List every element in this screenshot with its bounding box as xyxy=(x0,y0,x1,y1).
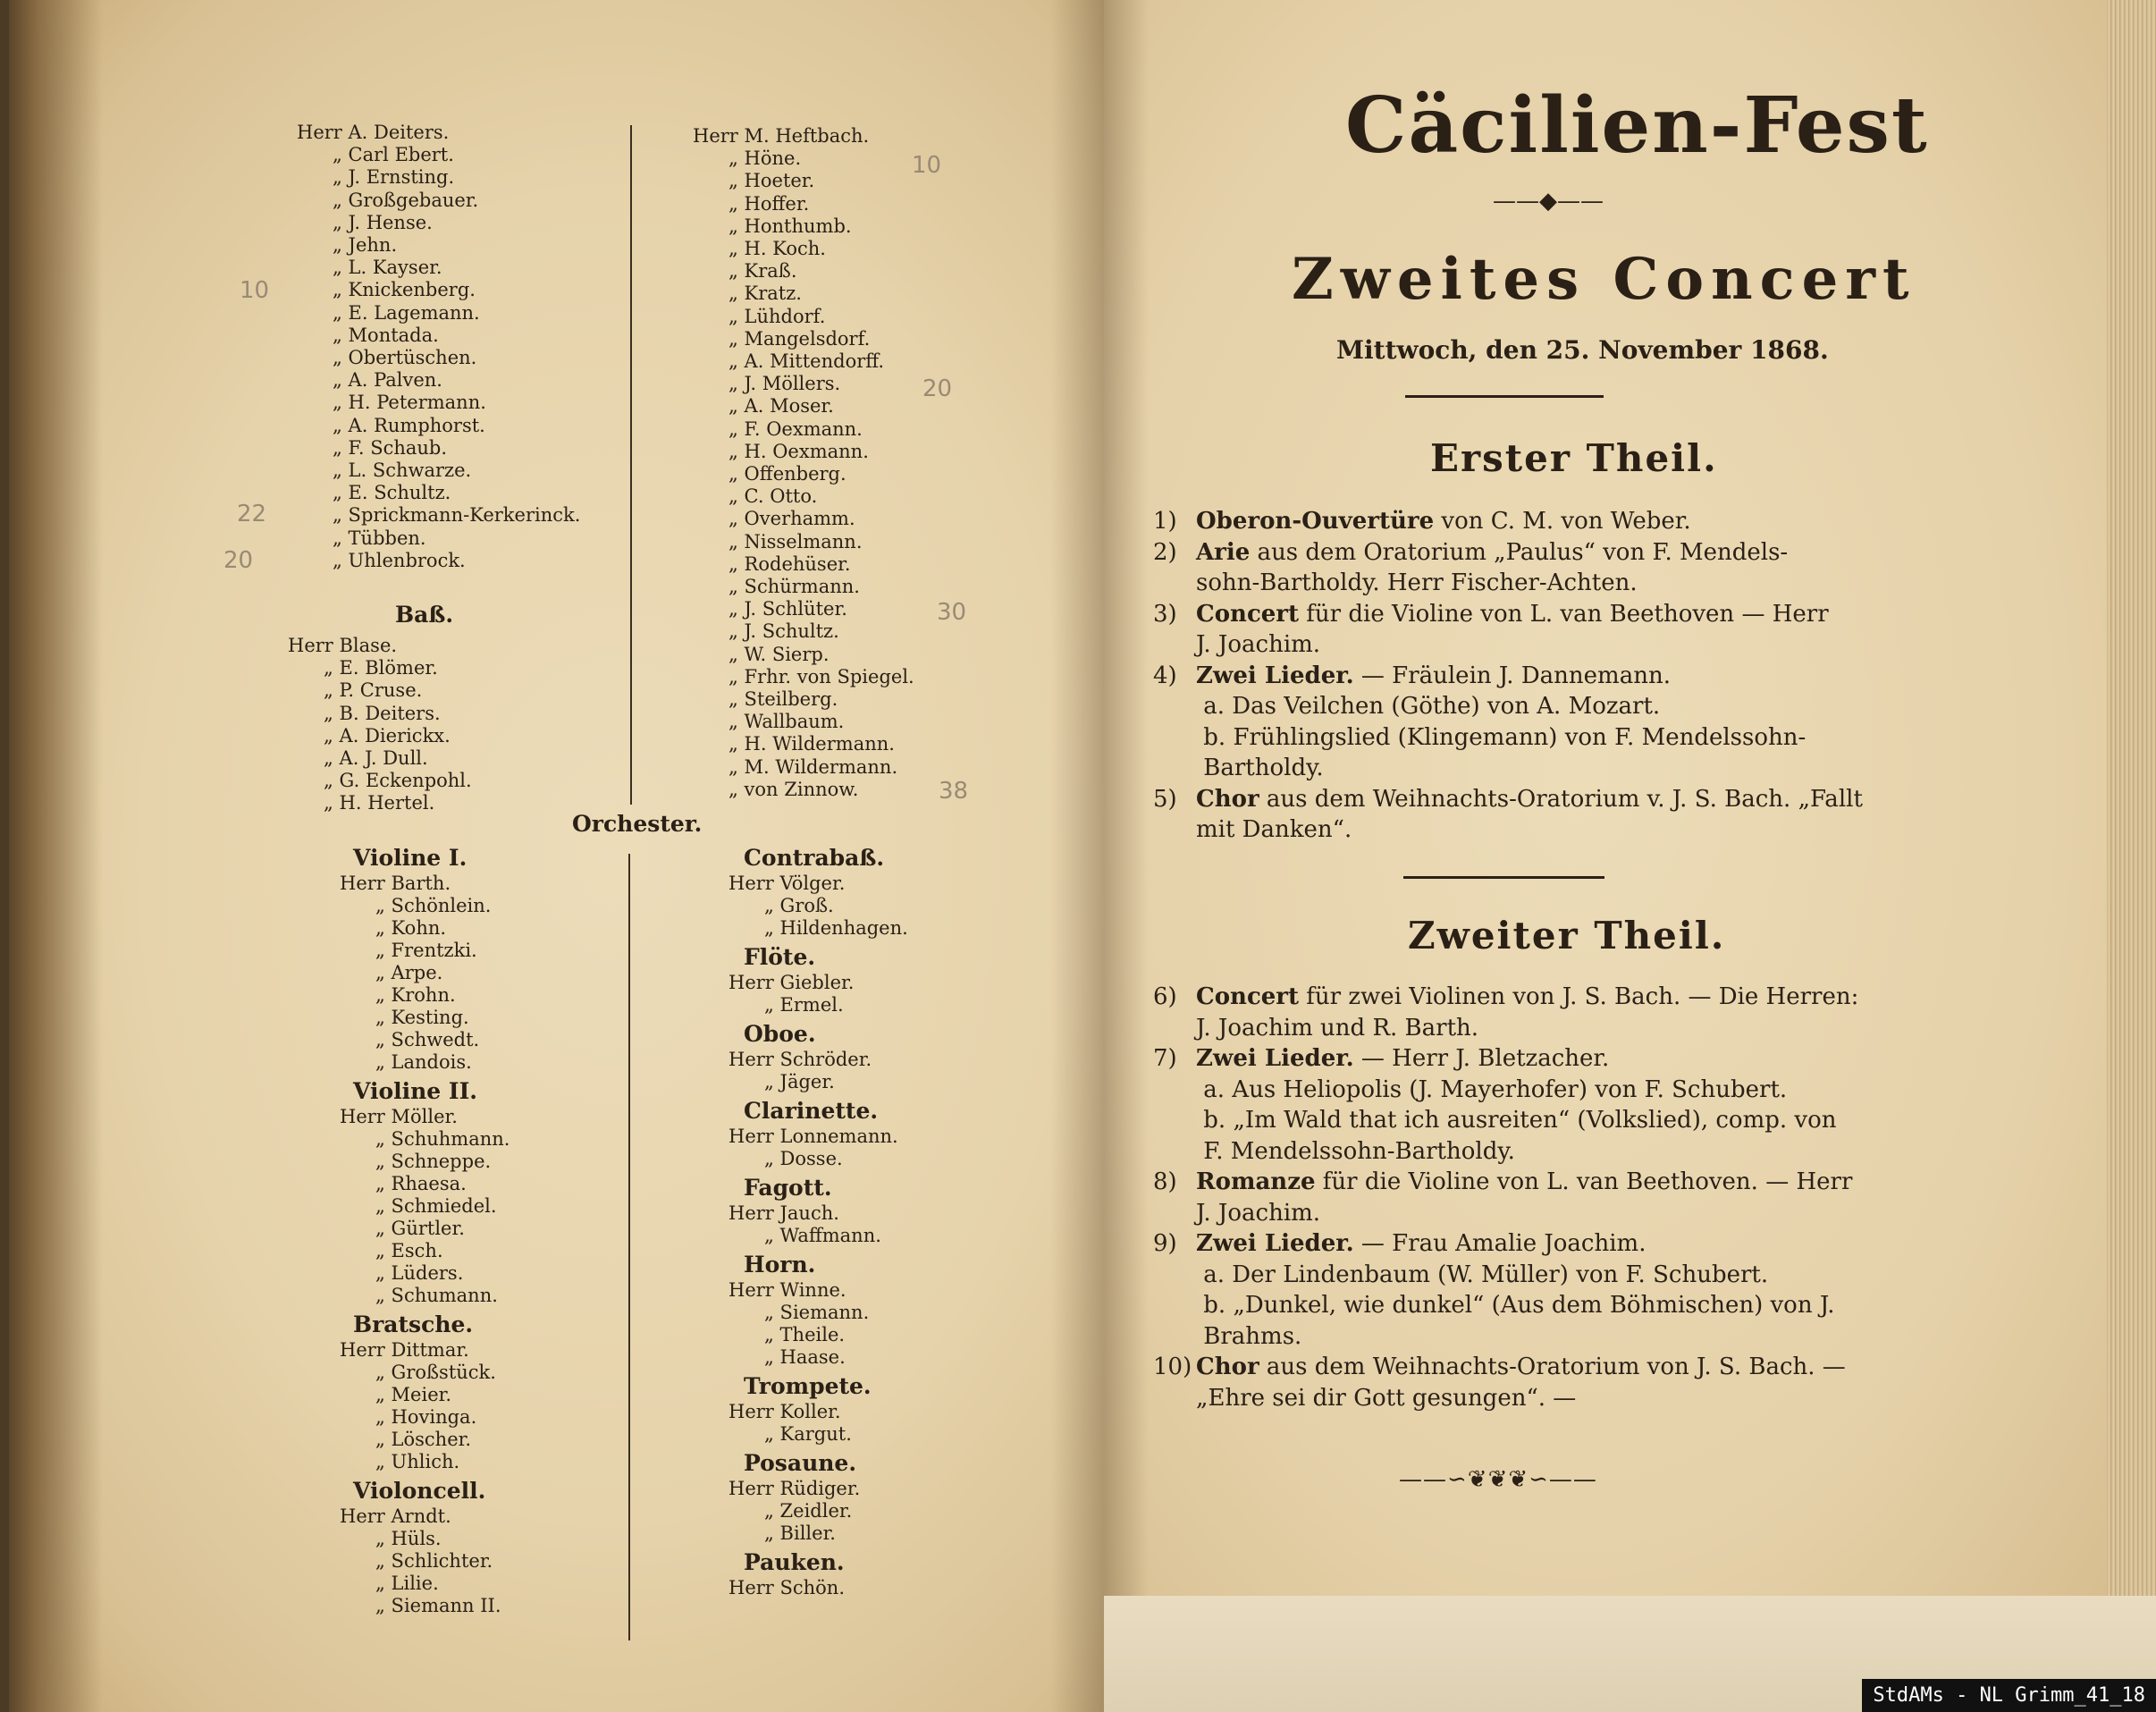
work-details: — Herr J. Bletzacher. xyxy=(1353,1045,1610,1072)
item-number: 7) xyxy=(1153,1045,1177,1072)
column-divider xyxy=(630,125,632,805)
work-title: Zwei Lieder. xyxy=(1196,1045,1354,1072)
member-name: Herr M. Heftbach. xyxy=(693,125,870,147)
section-heading: Posaune. xyxy=(744,1450,857,1476)
work-title: Oberon-Ouvertüre xyxy=(1196,508,1435,535)
member-name: „ Montada. xyxy=(333,324,439,346)
item-number: 1) xyxy=(1153,508,1177,535)
work-details: J. Joachim. xyxy=(1196,631,1321,658)
item-number: 9) xyxy=(1153,1230,1177,1257)
member-name: „ Höne. xyxy=(728,148,802,170)
section-heading: Trompete. xyxy=(744,1373,872,1399)
member-name: „ Großgebauer. xyxy=(333,189,479,211)
member-name: „ Wallbaum. xyxy=(728,711,845,733)
section-heading: Orchester. xyxy=(572,811,703,837)
member-name: „ A. Mittendorff. xyxy=(728,350,885,372)
work-details: für die Violine von L. van Beethoven. — Herr xyxy=(1315,1168,1853,1195)
section-heading: Clarinette. xyxy=(744,1098,879,1124)
member-name: „ Hoffer. xyxy=(728,192,810,215)
part1-heading: Erster Theil. xyxy=(1430,436,1718,480)
program-line xyxy=(1153,983,1858,1010)
member-name: „ Landois. xyxy=(375,1051,472,1073)
program-line xyxy=(1153,662,1671,689)
member-name: „ Hildenhagen. xyxy=(764,917,908,939)
member-name: „ Schumann. xyxy=(375,1285,498,1306)
work-details: F. Mendelssohn-Bartholdy. xyxy=(1196,1137,1515,1165)
member-name: „ F. Oexmann. xyxy=(728,417,863,440)
divider xyxy=(1405,395,1604,398)
work-details: J. Joachim und R. Barth. xyxy=(1196,1014,1479,1042)
member-name: „ Esch. xyxy=(375,1240,443,1261)
pencil-mark: 38 xyxy=(939,778,969,805)
work-details: Brahms. xyxy=(1196,1322,1302,1350)
item-number: 6) xyxy=(1153,983,1177,1010)
member-name: „ Hoeter. xyxy=(728,170,815,192)
section-heading: Pauken. xyxy=(744,1549,845,1575)
concert-date: Mittwoch, den 25. November 1868. xyxy=(1336,335,1829,365)
pencil-mark: 20 xyxy=(223,547,254,574)
archive-label: StdAMs - NL Grimm_41_18 xyxy=(1862,1679,2156,1712)
program-line xyxy=(1153,1385,1576,1412)
column-divider xyxy=(628,854,630,1640)
member-name: „ Schneppe. xyxy=(375,1151,492,1172)
program-line xyxy=(1153,1200,1320,1227)
program-line xyxy=(1153,816,1352,843)
member-name: „ Ermel. xyxy=(764,994,844,1016)
member-name: Herr Koller. xyxy=(728,1401,841,1422)
member-name: „ A. Dierickx. xyxy=(324,724,451,746)
program-line xyxy=(1153,601,1829,628)
member-name: „ B. Deiters. xyxy=(324,702,441,724)
item-number: 4) xyxy=(1153,662,1177,689)
member-name: „ Haase. xyxy=(764,1346,846,1368)
member-name: „ A. Palven. xyxy=(333,369,442,392)
member-name: „ Frentzki. xyxy=(375,940,477,961)
program-line xyxy=(1153,693,1660,720)
binding-shadow xyxy=(1104,0,1149,1712)
program-line xyxy=(1153,508,1691,535)
member-name: „ Meier. xyxy=(375,1384,452,1405)
member-name: „ Hüls. xyxy=(375,1528,442,1549)
member-name: „ Siemann. xyxy=(764,1302,870,1323)
member-name: Herr Rüdiger. xyxy=(728,1478,861,1499)
section-heading: Oboe. xyxy=(744,1021,816,1047)
member-name: „ J. Schultz. xyxy=(728,620,839,643)
member-name: „ Carl Ebert. xyxy=(333,144,454,166)
member-name: „ Löscher. xyxy=(375,1429,472,1450)
member-name: „ G. Eckenpohl. xyxy=(324,770,472,792)
member-name: „ Kraß. xyxy=(728,260,797,283)
member-name: „ Rodehüser. xyxy=(728,552,851,575)
member-name: „ Tübben. xyxy=(333,527,426,549)
member-name: „ Lühdorf. xyxy=(728,305,826,327)
member-name: „ H. Hertel. xyxy=(324,792,435,814)
program-line xyxy=(1153,724,1806,751)
work-title: Zwei Lieder. xyxy=(1196,1230,1354,1257)
member-name: Herr Jauch. xyxy=(728,1202,839,1224)
section-heading: Fagott. xyxy=(744,1175,832,1201)
member-name: „ J. Hense. xyxy=(333,211,433,233)
work-details: für zwei Violinen von J. S. Bach. — Die Herren: xyxy=(1299,983,1859,1010)
program-line xyxy=(1153,631,1320,658)
book-edge xyxy=(9,0,103,1712)
member-name: „ H. Wildermann. xyxy=(728,733,895,755)
work-details: für die Violine von L. van Beethoven — Herr xyxy=(1299,600,1829,628)
member-name: „ E. Schultz. xyxy=(333,482,451,504)
right-page xyxy=(1104,0,2156,1712)
binding-shadow xyxy=(1050,0,1104,1712)
member-name: Herr Schön. xyxy=(728,1577,846,1598)
member-name: „ Großstück. xyxy=(375,1362,496,1383)
member-name: „ H. Petermann. xyxy=(333,392,486,414)
section-heading: Violine I. xyxy=(353,845,467,871)
member-name: „ Hovinga. xyxy=(375,1406,477,1428)
pencil-mark: 20 xyxy=(922,375,953,402)
member-name: „ Theile. xyxy=(764,1324,846,1345)
program-line xyxy=(1153,786,1863,813)
ornament-divider: ——◆—— xyxy=(1493,188,1604,215)
work-details: a. Der Lindenbaum (W. Müller) von F. Schubert. xyxy=(1196,1261,1769,1288)
member-name: „ Kohn. xyxy=(375,917,447,939)
member-name: „ A. Moser. xyxy=(728,395,834,417)
program-line xyxy=(1153,539,1788,566)
work-details: b. „Dunkel, wie dunkel“ (Aus dem Böhmischen) von J. xyxy=(1196,1292,1835,1319)
section-heading: Baß. xyxy=(395,602,454,628)
member-name: „ Jäger. xyxy=(764,1071,835,1092)
member-name: Herr A. Deiters. xyxy=(297,122,450,143)
work-details: J. Joachim. xyxy=(1196,1199,1321,1227)
member-name: „ P. Cruse. xyxy=(324,679,423,702)
program-line xyxy=(1153,1015,1478,1042)
member-name: „ Lüders. xyxy=(375,1262,464,1284)
member-name: „ Groß. xyxy=(764,895,834,916)
program-line xyxy=(1153,755,1324,781)
member-name: „ Frhr. von Spiegel. xyxy=(728,665,914,687)
section-heading: Violine II. xyxy=(353,1078,478,1104)
program-line xyxy=(1153,569,1638,596)
left-page xyxy=(9,0,1104,1712)
work-details: mit Danken“. xyxy=(1196,816,1352,843)
item-number: 8) xyxy=(1153,1168,1177,1195)
concert-subtitle: Zweites Concert xyxy=(1292,246,1916,313)
work-details: b. „Im Wald that ich ausreiten“ (Volkslied), comp. von xyxy=(1196,1107,1837,1134)
member-name: „ Mangelsdorf. xyxy=(728,327,871,350)
page-edges xyxy=(2107,0,2156,1712)
member-name: „ Siemann II. xyxy=(375,1595,501,1616)
member-name: „ Schürmann. xyxy=(728,576,860,597)
pencil-mark: 22 xyxy=(237,501,267,527)
work-details: aus dem Weihnachts-Oratorium v. J. S. Bach. „Fallt xyxy=(1259,785,1863,813)
member-name: „ Arpe. xyxy=(375,962,443,983)
member-name: Herr Möller. xyxy=(340,1106,458,1127)
member-name: „ C. Otto. xyxy=(728,485,818,508)
part2-heading: Zweiter Theil. xyxy=(1408,914,1726,957)
member-name: „ W. Sierp. xyxy=(728,643,830,665)
member-name: Herr Winne. xyxy=(728,1279,846,1301)
member-name: „ Honthumb. xyxy=(728,215,852,237)
work-details: aus dem Oratorium „Paulus“ von F. Mendels- xyxy=(1250,538,1789,566)
member-name: „ Jehn. xyxy=(333,234,398,256)
member-name: „ Schlichter. xyxy=(375,1550,493,1572)
member-name: „ E. Blömer. xyxy=(324,657,438,679)
member-name: „ J. Schlüter. xyxy=(728,598,847,620)
work-title: Concert xyxy=(1196,600,1300,628)
member-name: „ Schönlein. xyxy=(375,895,492,916)
program-line xyxy=(1153,1168,1852,1195)
member-name: „ Steilberg. xyxy=(728,688,838,710)
pencil-mark: 10 xyxy=(912,152,942,179)
member-name: „ L. Schwarze. xyxy=(333,460,472,481)
member-name: „ J. Ernsting. xyxy=(333,166,455,189)
member-name: „ H. Oexmann. xyxy=(728,440,869,462)
member-name: Herr Völger. xyxy=(728,873,846,894)
member-name: „ Gürtler. xyxy=(375,1218,465,1239)
member-name: „ M. Wildermann. xyxy=(728,755,898,778)
member-name: Herr Dittmar. xyxy=(340,1339,469,1361)
member-name: „ Kratz. xyxy=(728,283,802,305)
section-heading: Bratsche. xyxy=(353,1311,474,1337)
member-name: Herr Lonnemann. xyxy=(728,1126,898,1147)
work-details: sohn-Bartholdy. Herr Fischer-Achten. xyxy=(1196,569,1638,596)
work-details: Bartholdy. xyxy=(1196,755,1324,781)
member-name: „ Schmiedel. xyxy=(375,1195,497,1217)
work-title: Chor xyxy=(1196,785,1259,813)
work-details: „Ehre sei dir Gott gesungen“. — xyxy=(1196,1384,1577,1412)
pencil-mark: 30 xyxy=(937,599,967,626)
page-title: Cäcilien-Fest xyxy=(1345,80,1929,171)
member-name: „ Kargut. xyxy=(764,1423,852,1445)
member-name: „ Schuhmann. xyxy=(375,1128,510,1150)
member-name: „ A. Rumphorst. xyxy=(333,414,485,436)
member-name: „ F. Schaub. xyxy=(333,436,448,459)
member-name: „ Zeidler. xyxy=(764,1500,853,1522)
item-number: 10) xyxy=(1153,1354,1192,1380)
member-name: „ L. Kayser. xyxy=(333,257,442,279)
program-line xyxy=(1153,1323,1301,1350)
member-name: „ Nisselmann. xyxy=(728,530,863,552)
member-name: „ E. Lagemann. xyxy=(333,301,480,324)
member-name: „ Sprickmann-Kerkerinck. xyxy=(333,504,581,527)
program-line xyxy=(1153,1076,1787,1103)
member-name: „ Waffmann. xyxy=(764,1225,881,1246)
member-name: „ Overhamm. xyxy=(728,508,855,530)
member-name: „ Rhaesa. xyxy=(375,1173,467,1194)
member-name: „ von Zinnow. xyxy=(728,778,859,800)
item-number: 2) xyxy=(1153,538,1177,566)
work-details: — Frau Amalie Joachim. xyxy=(1353,1230,1646,1257)
work-title: Chor xyxy=(1196,1354,1259,1380)
program-line xyxy=(1153,1354,1846,1380)
work-details: a. Aus Heliopolis (J. Mayerhofer) von F. Schubert. xyxy=(1196,1075,1788,1103)
ornament-footer: ——∽❦❦❦∽—— xyxy=(1399,1466,1597,1493)
item-number: 5) xyxy=(1153,785,1177,813)
member-name: Herr Giebler. xyxy=(728,972,855,993)
program-line xyxy=(1153,1292,1835,1319)
member-name: „ Krohn. xyxy=(375,984,456,1006)
member-name: „ Offenberg. xyxy=(728,463,846,485)
program-line xyxy=(1153,1261,1768,1288)
work-details: a. Das Veilchen (Göthe) von A. Mozart. xyxy=(1196,693,1661,720)
program-line xyxy=(1153,1045,1609,1072)
member-name: „ Uhlenbrock. xyxy=(333,549,466,571)
member-name: „ Uhlich. xyxy=(375,1451,460,1472)
item-number: 3) xyxy=(1153,600,1177,628)
member-name: Herr Blase. xyxy=(288,635,398,656)
section-heading: Violoncell. xyxy=(353,1478,486,1504)
member-name: „ A. J. Dull. xyxy=(324,747,428,769)
program-line xyxy=(1153,1107,1837,1134)
work-title: Zwei Lieder. xyxy=(1196,662,1354,689)
section-heading: Flöte. xyxy=(744,944,816,970)
work-details: von C. M. von Weber. xyxy=(1434,508,1691,535)
work-title: Arie xyxy=(1196,538,1251,566)
program-line xyxy=(1153,1138,1515,1165)
member-name: „ Obertüschen. xyxy=(333,347,477,368)
member-name: Herr Arndt. xyxy=(340,1505,451,1527)
work-details: aus dem Weihnachts-Oratorium von J. S. Bach. — xyxy=(1259,1354,1846,1380)
member-name: „ Knickenberg. xyxy=(333,279,476,301)
pencil-mark: 10 xyxy=(240,277,270,304)
section-heading: Horn. xyxy=(744,1252,816,1278)
work-title: Concert xyxy=(1196,983,1300,1010)
program-line xyxy=(1153,1230,1646,1257)
work-details: — Fräulein J. Dannemann. xyxy=(1353,662,1671,689)
section-heading: Contrabaß. xyxy=(744,845,885,871)
member-name: „ Lilie. xyxy=(375,1573,439,1594)
member-name: „ H. Koch. xyxy=(728,238,826,259)
work-title: Romanze xyxy=(1196,1168,1316,1195)
member-name: „ Kesting. xyxy=(375,1007,469,1028)
member-name: Herr Barth. xyxy=(340,873,451,894)
divider xyxy=(1403,876,1604,879)
member-name: „ Dosse. xyxy=(764,1148,843,1169)
member-name: „ Biller. xyxy=(764,1522,836,1544)
member-name: Herr Schröder. xyxy=(728,1049,872,1070)
work-details: b. Frühlingslied (Klingemann) von F. Mendelssohn- xyxy=(1196,723,1806,751)
member-name: „ J. Möllers. xyxy=(728,373,841,395)
member-name: „ Schwedt. xyxy=(375,1029,480,1050)
